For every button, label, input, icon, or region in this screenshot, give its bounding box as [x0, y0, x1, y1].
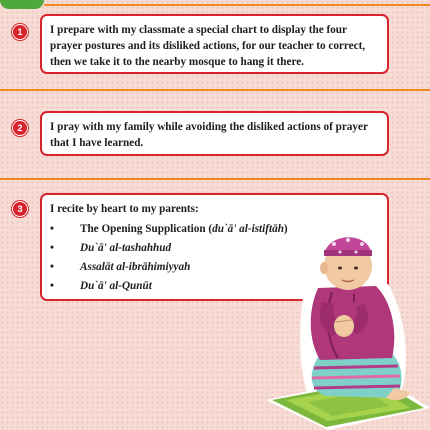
dua-name: du`ā' al-istiftāh: [212, 223, 284, 235]
activity-card-1: [40, 14, 389, 74]
item-number-1: 1: [12, 24, 28, 40]
top-separator: [44, 4, 430, 6]
praying-boy-illustration: [268, 222, 430, 430]
dua-prefix: The Opening Supplication (: [80, 223, 213, 235]
bullet-icon: •: [50, 280, 54, 292]
separator-2: [0, 178, 430, 180]
item-number-2: 2: [12, 120, 28, 136]
activity-text-1: I prepare with my classmate a special chart to display the four prayer postures and its disliked actions, for our teacher to correct, then we take it to the nearby mosque to hang it there.: [50, 24, 366, 68]
dua-name: Du`ā' al-Qunūt: [80, 280, 152, 292]
separator-1: [0, 89, 430, 91]
activity-text-2: I pray with my family while avoiding the disliked actions of prayer that I have learned.: [50, 121, 368, 149]
dua-name: Assalāt al-ibrāhimiyyah: [80, 261, 191, 273]
bullet-icon: •: [50, 223, 54, 235]
bullet-icon: •: [50, 261, 54, 273]
bullet-icon: •: [50, 242, 54, 254]
activity-card-2: [40, 111, 389, 156]
item-number-3: 3: [12, 201, 28, 217]
dua-name: Du`ā' al-tashahhud: [80, 242, 172, 254]
activity-text-3: I recite by heart to my parents:: [50, 203, 199, 215]
corner-tab: [0, 0, 44, 9]
dua-suffix: ): [283, 223, 288, 235]
